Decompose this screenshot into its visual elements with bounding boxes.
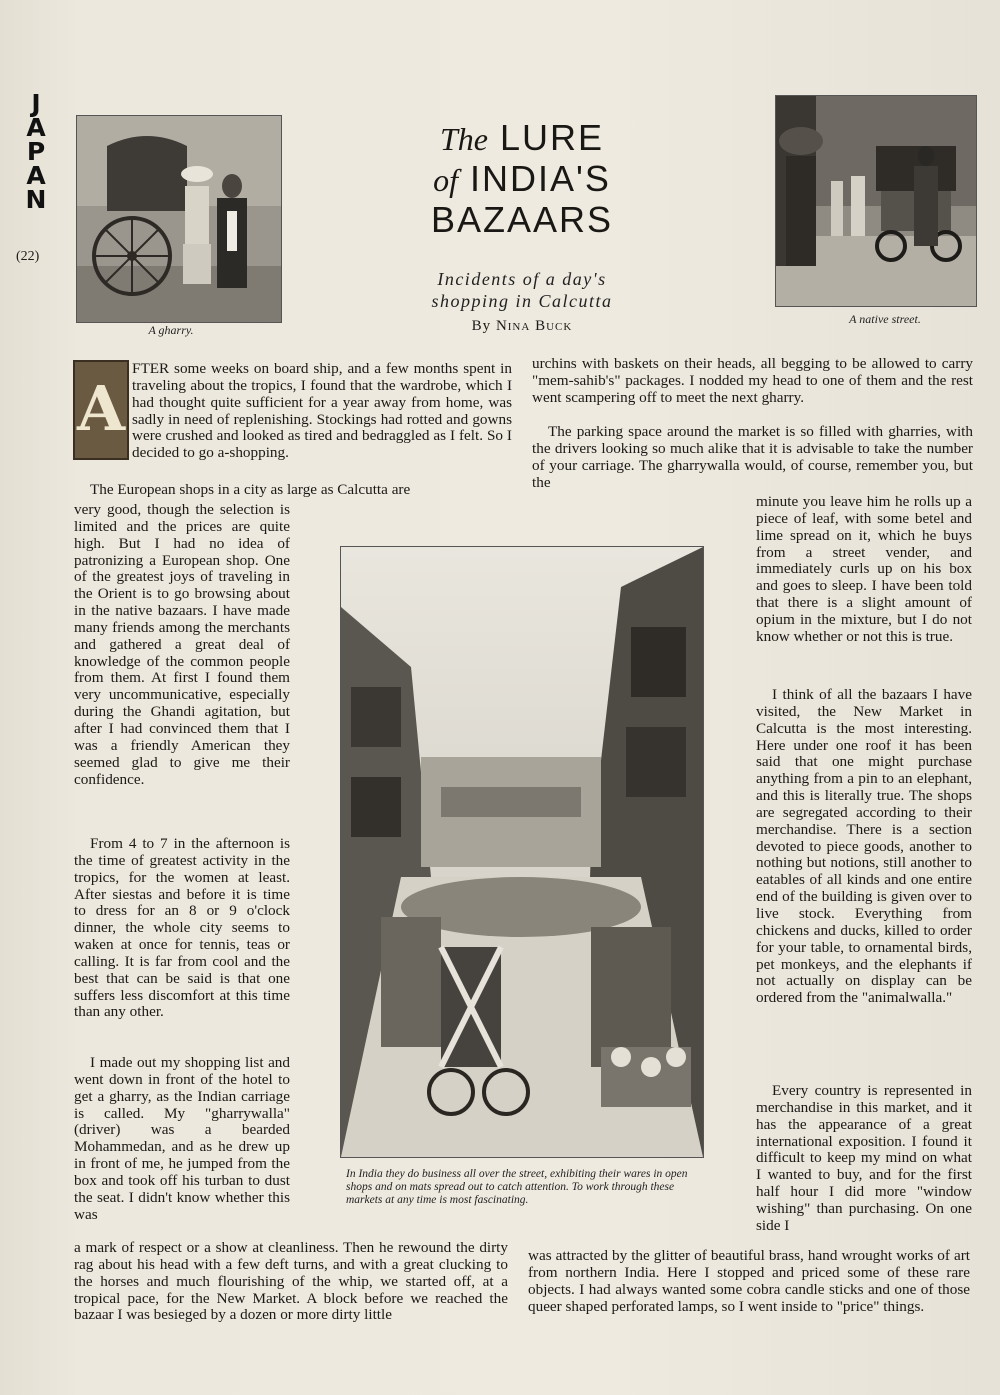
masthead-letter: J (31, 89, 41, 118)
paragraph-urchins: urchins with baskets on their heads, all begging to be allowed to carry "mem-sahib's" packages. I nodded my head to one of them and the rest went scampering off to meet the next gharry. (532, 355, 973, 406)
paragraph-brass: was attracted by the glitter of beautiful brass, hand wrought works of art from northern India. Here I stopped and priced some of these rare objects. I had always wanted some cobra candle sticks and one of those queer shaped perforated lamps, so I went inside to "price" things. (528, 1247, 970, 1315)
title-of: of (433, 162, 458, 198)
paragraph-afternoon: From 4 to 7 in the afternoon is the time of greatest activity in the tropics, for the women at least. After siestas and before it is time to dress for an 8 or 9 o'clock dinner, the whole city seems to waken at once for tennis, teas or calling. It is far from cool and the best that can be said is that one suffers less discomfort at this time than any other. (74, 835, 290, 1021)
gharry-caption: A gharry. (148, 323, 194, 337)
title-the: The (439, 121, 488, 157)
bazaar-street-caption: In India they do business all over the street, exhibiting their wares in open shops and on mats spread out to catch attention. To work through these markets at any time is most fascinating. (346, 1167, 688, 1206)
bazaar-street-photo (340, 546, 704, 1158)
paragraph-every-country: Every country is represented in merchandise in this market, and it has the appearance of a great international exposition. I found it difficult to keep my mind on what I wanted to buy, and for the first half hour I did more "window wishing" than purchasing. On one side I (756, 1082, 972, 1234)
page-number: (22) (16, 249, 40, 264)
native-street-caption: A native street. (849, 312, 921, 326)
article-subtitle (396, 268, 648, 312)
paragraph-european-shops: very good, though the selection is limited and the prices are quite high. But I had no idea of patronizing a European shop. One of the greatest joys of traveling in the Orient is to go browsing about in the native bazaars. I have made many friends among the merchants and gathered a great deal of knowledge of the common people from them. At first I found them very uncommunicative, especially during the Ghandi agitation, but after I had convinced them that I was a friendly American they seemed glad to give me their confidence. (74, 501, 290, 788)
paragraph-respect: a mark of respect or a show at cleanliness. Then he rewound the dirty rag about his head with a few deft turns, and with a great clucking to the horses and much flourishing of the whip, we started off, at a tropical pace, for the New Market. A block before we reached the bazaar I was besieged by a dozen or more dirty little (74, 1239, 508, 1324)
masthead-letter: A (26, 113, 46, 142)
paragraph-parking: The parking space around the market is so filled with gharries, with the drivers looking so much alike that it is advisable to take the number of your carriage. The gharrywalla would, of course, remember you, but the (532, 423, 973, 491)
paragraph-betel: minute you leave him he rolls up a piece of leaf, with some betel and lime spread on it, which he buys from a street vender, and immediately curls up on his box and goes to sleep. I have been told that there is a slight amount of opium in the mixture, but I do not know whether or not this is true. (756, 493, 972, 645)
byline (396, 318, 648, 335)
paragraph-european-shops-open: The European shops in a city as large as Calcutta are (90, 481, 411, 498)
masthead-letter: N (25, 185, 47, 214)
subtitle-line-2: shopping in Calcutta (431, 291, 613, 311)
paragraph-intro: FTER some weeks on board ship, and a few months spent in traveling about the tropics, I found that the wardrobe, which I had thought quite sufficient for a year away from home, was sadly in need of replenishing. Stockings had rotted and gowns were crushed and looked as tired and bedraggled as I felt. So I decided to go a-shopping. (132, 360, 512, 462)
article-title (396, 118, 648, 240)
byline-author: Nina Buck (495, 318, 573, 334)
masthead-letter: A (26, 161, 46, 190)
title-indias: INDIA'S (470, 158, 611, 199)
title-lure: LURE (499, 117, 605, 158)
masthead-letter: P (26, 137, 46, 166)
gharry-photo (76, 115, 282, 323)
byline-prefix: By (471, 318, 492, 334)
masthead-japan (22, 89, 50, 214)
native-street-photo (775, 95, 977, 307)
drop-cap-letter: A (76, 372, 126, 445)
paragraph-new-market: I think of all the bazaars I have visited, the New Market in Calcutta is the most interesting. Here under one roof it has been said that one might purchase anything from a pin to an elephant, and this is literally true. The shops are segregated according to their merchandise. There is a section devoted to piece goods, another to nothing but notions, still another to eatables of all kinds and one entire end of the building is given over to live stock. Everything from chickens and ducks, killed to order for your table, to ornamental birds, pet monkeys, and the elephants if not actually on display can be ordered from the "animalwalla." (756, 686, 972, 1007)
title-bazaars: BAZAARS (430, 199, 614, 240)
subtitle-line-1: Incidents of a day's (437, 269, 607, 289)
drop-cap-ornament (73, 360, 129, 460)
paragraph-shopping-list: I made out my shopping list and went down in front of the hotel to get a gharry, as the Indian carriage is called. My "gharrywalla" (driver) was a bearded Mohammedan, and as he drew up in front of me, he jumped from the box and took off his turban to dust the seat. I didn't know whether this was (74, 1054, 290, 1223)
